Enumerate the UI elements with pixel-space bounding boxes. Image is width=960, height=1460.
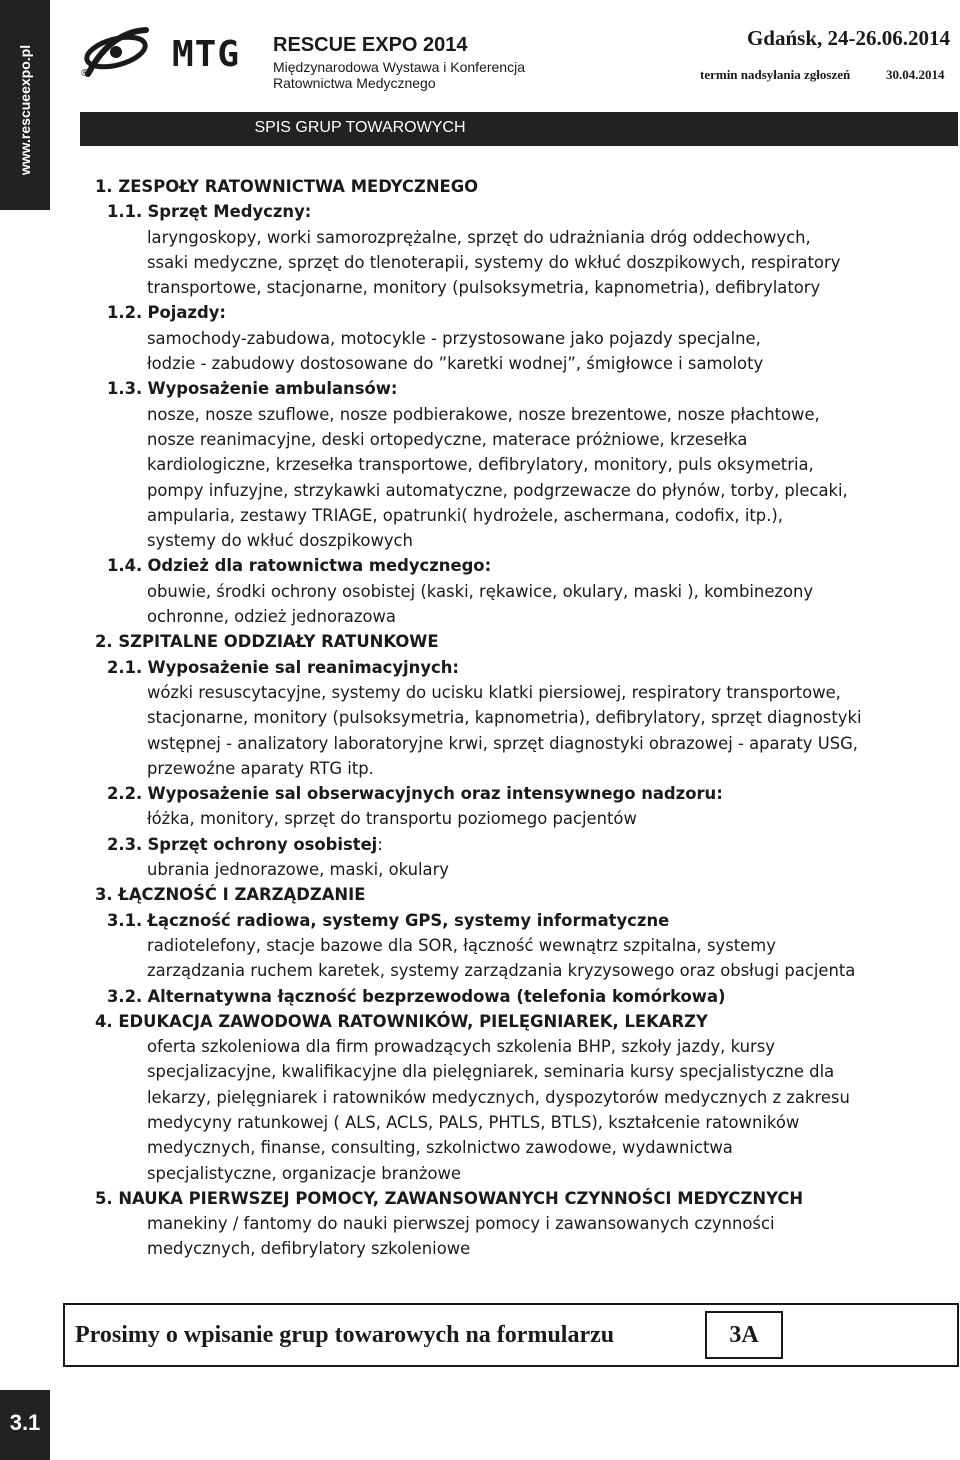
item-description-line: stacjonarne, monitory (pulsoksymetria, kapnometria), defibrylatory, sprzęt diagnostyki (147, 708, 862, 728)
form-note: Prosimy o wpisanie grup towarowych na formularzu (75, 1322, 615, 1348)
section-title: 3. ŁĄCZNOŚĆ I ZARZĄDZANIE (95, 885, 366, 905)
section-title: 4. EDUKACJA ZAWODOWA RATOWNIKÓW, PIELĘGNIAREK, LEKARZY (95, 1011, 708, 1031)
subsection-number: 1.1. (107, 202, 143, 222)
deadline-label: termin nadsyłania zgłoszeń (700, 67, 851, 82)
mtg-swoosh-icon (80, 24, 150, 84)
expo-subtitle-1: Międzynarodowa Wystawa i Konferencja (273, 59, 525, 75)
item-description-line: wózki resuscytacyjne, systemy do ucisku klatki piersiowej, respiratory transportowe, (147, 682, 841, 702)
subsection-suffix: : (377, 834, 383, 854)
subsection-heading (0, 832, 960, 857)
subsection-label: Wyposażenie sal obserwacyjnych oraz intensywnego nadzoru: (147, 784, 723, 804)
item-description-line: przewoźne aparaty RTG itp. (147, 758, 374, 778)
item-description-line: ochronne, odzież jednorazowa (147, 607, 396, 627)
item-description-line: kardiologiczne, krzesełka transportowe, defibrylatory, monitory, puls oksymetria, (147, 455, 814, 475)
subsection-label: Sprzęt Medyczny: (147, 202, 312, 222)
item-description-line: pompy infuzyjne, strzykawki automatyczne, podgrzewacze do płynów, torby, plecaki, (147, 480, 848, 500)
subsection-heading (0, 300, 960, 325)
section-description-line: lekarzy, pielęgniarek i ratowników medycznych, dyspozytorów medycznych z zakresu (147, 1087, 850, 1107)
subsection-heading (0, 908, 960, 933)
deadline-date: 30.04.2014 (886, 67, 945, 82)
subsection-number: 1.3. (107, 379, 143, 399)
section-title: 1. ZESPOŁY RATOWNICTWA MEDYCZNEGO (95, 177, 479, 196)
subsection-heading (0, 781, 960, 806)
section-description-line: medycyny ratunkowej ( ALS, ACLS, PALS, PHTLS, BTLS), kształcenie ratowników (147, 1112, 800, 1132)
item-description-line: laryngoskopy, worki samorozprężalne, sprzęt do udrażniania dróg oddechowych, (147, 227, 811, 247)
expo-title: RESCUE EXPO 2014 (273, 34, 468, 56)
item-description-line: radiotelefony, stacje bazowe dla SOR, łączność wewnątrz szpitalna, systemy (147, 935, 776, 955)
item-description-line: obuwie, środki ochrony osobistej (kaski, rękawice, okulary, maski ), kombinezony (147, 581, 814, 601)
item-description-line: transportowe, stacjonarne, monitory (pulsoksymetria, kapnometria), defibrylatory (147, 278, 821, 298)
subsection-number: 2.3. (107, 834, 143, 854)
page-number-tab (0, 1390, 50, 1460)
item-description-line: nosze, nosze szuflowe, nosze podbierakowe, nosze brezentowe, nosze płachtowe, (147, 404, 820, 424)
page-number: 3.1 (9, 1410, 41, 1435)
item-description-line: samochody-zabudowa, motocykle - przystosowane jako pojazdy specjalne, (147, 328, 761, 348)
item-description-line: łóżka, monitory, sprzęt do transportu poziomego pacjentów (147, 809, 637, 829)
form-code: 3A (729, 1322, 759, 1348)
subsection-label: Odzież dla ratownictwa medycznego: (147, 556, 492, 576)
section-description-line: specjalistyczne, organizacje branżowe (147, 1163, 461, 1183)
item-description-line: wstępnej - analizatory laboratoryjne krwi, sprzęt diagnostyki obrazowej - aparaty USG, (147, 733, 859, 753)
section-description-line: medycznych, finanse, consulting, szkolnictwo zawodowe, wydawnictwa (147, 1138, 733, 1158)
section-title: 5. NAUKA PIERWSZEJ POMOCY, ZAWANSOWANYCH CZYNNOŚCI MEDYCZNYCH (95, 1188, 804, 1208)
section-description-line: medycznych, defibrylatory szkoleniowe (147, 1239, 471, 1259)
subsection-number: 1.4. (107, 556, 143, 576)
mtg-logo (80, 24, 260, 84)
subsection-label: Wyposażenie sal reanimacyjnych: (147, 657, 459, 677)
subsection-heading (0, 199, 960, 224)
section-title: 2. SZPITALNE ODDZIAŁY RATUNKOWE (95, 632, 439, 652)
subsection-heading (0, 376, 960, 401)
subsection-heading (0, 655, 960, 680)
section-description-line: oferta szkoleniowa dla firm prowadzących szkolenia BHP, szkoły jazdy, kursy (147, 1037, 775, 1057)
subsection-heading (0, 984, 960, 1009)
item-description-line: ampularia, zestawy TRIAGE, opatrunki( hydrożele, aschermana, codofix, itp.), (147, 505, 784, 525)
subsection-number: 2.1. (107, 657, 143, 677)
expo-subtitle-2: Ratownictwa Medycznego (273, 75, 436, 91)
product-groups-list (0, 174, 960, 1262)
form-note-box (63, 1303, 959, 1367)
title-bar (80, 112, 958, 146)
form-code-box (705, 1311, 783, 1359)
subsection-label: Łączność radiowa, systemy GPS, systemy informatyczne (147, 910, 670, 930)
item-description-line: nosze reanimacyjne, deski ortopedyczne, materace próżniowe, krzesełka (147, 429, 748, 449)
item-description-line: łodzie - zabudowy dostosowane do ”karetki wodnej”, śmigłowce i samoloty (147, 354, 764, 374)
subsection-number: 3.1. (107, 910, 143, 930)
logo-text: MTG (172, 34, 241, 75)
website-url[interactable]: www.rescueexpo.pl (17, 44, 33, 176)
subsection-number: 3.2. (107, 986, 143, 1006)
subsection-number: 1.2. (107, 303, 143, 323)
subsection-label: Wyposażenie ambulansów: (147, 379, 398, 399)
registered-mark: ® (80, 68, 90, 79)
item-description-line: zarządzania ruchem karetek, systemy zarządzania kryzysowego oraz obsługi pacjenta (147, 961, 856, 981)
section-description-line: manekiny / fantomy do nauki pierwszej pomocy i zawansowanych czynności (147, 1214, 775, 1234)
subsection-number: 2.2. (107, 784, 143, 804)
item-description-line: ssaki medyczne, sprzęt do tlenoterapii, systemy do wkłuć doszpikowych, respiratory (147, 252, 841, 272)
item-description-line: ubrania jednorazowe, maski, okulary (147, 860, 450, 880)
item-description-line: systemy do wkłuć doszpikowych (147, 531, 413, 551)
bar-title: SPIS GRUP TOWAROWYCH (254, 119, 466, 136)
section-description-line: specjalizacyjne, kwalifikacyjne dla pielęgniarek, seminaria kursy specjalistyczne dla (147, 1062, 835, 1082)
subsection-label: Alternatywna łączność bezprzewodowa (telefonia komórkowa) (147, 986, 726, 1006)
subsection-label: Pojazdy: (147, 303, 226, 323)
subsection-label: Sprzęt ochrony osobistej (147, 834, 378, 854)
city-date: Gdańsk, 24-26.06.2014 (746, 26, 950, 50)
subsection-heading (0, 553, 960, 578)
